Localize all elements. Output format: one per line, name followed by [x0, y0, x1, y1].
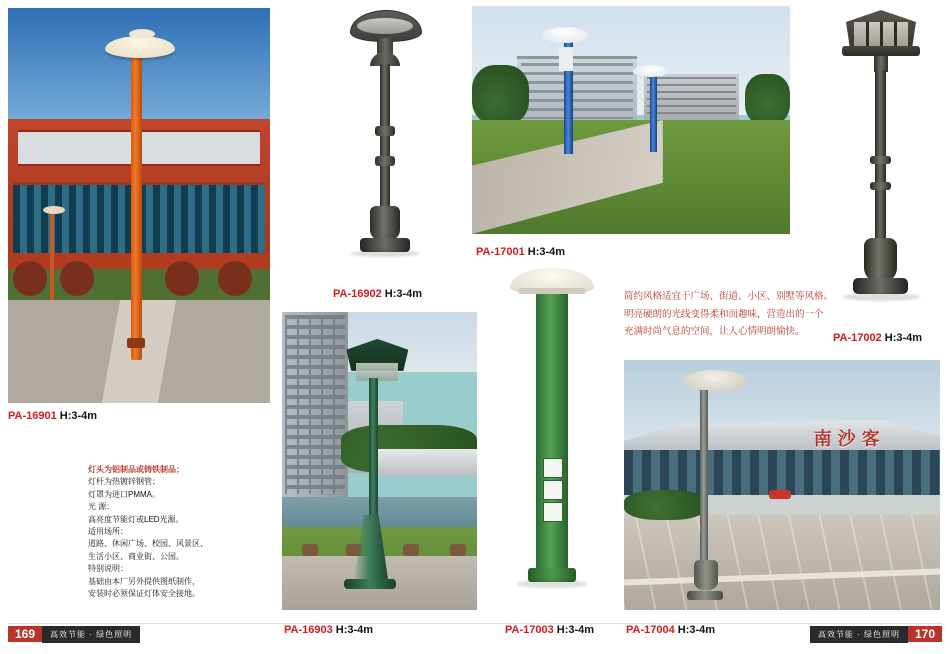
footer-right — [810, 626, 942, 642]
office-building — [517, 56, 638, 123]
product-photo-pa-16901 — [8, 8, 270, 403]
page-number-left: 169 — [8, 626, 42, 642]
background-lamp-head — [43, 206, 65, 214]
product-size: H:3-4m — [527, 246, 566, 258]
description-line: 明亮硬朗的光线变得柔和而趣味，营造出的一个 — [624, 308, 824, 320]
caption-pa-16901 — [8, 410, 97, 422]
pole-foot — [344, 579, 396, 589]
canopy-structure — [372, 449, 477, 476]
product-photo-pa-17002 — [820, 6, 940, 324]
product-code: PA-16901 — [8, 410, 57, 422]
lamp-shade — [105, 36, 175, 58]
lamp-finial — [129, 29, 155, 39]
spec-line: 灯头为铝制品或铸铁制品； — [88, 465, 184, 474]
product-photo-pa-16902 — [330, 6, 440, 274]
lamp-pole-blue-secondary — [650, 74, 657, 152]
pole-base-vase — [694, 560, 718, 590]
product-size: H:3-4m — [59, 410, 98, 422]
secondary-building — [644, 74, 739, 120]
spec-line: 灯杆为热镀锌钢管； — [88, 477, 160, 487]
caption-pa-17001 — [476, 246, 565, 258]
lamp-pole — [875, 70, 886, 240]
building-sign: 南沙客 — [813, 429, 886, 449]
planter — [450, 544, 466, 556]
spec-line: 光 源： — [88, 502, 115, 512]
product-photo-pa-16903 — [282, 312, 477, 610]
description-line: 简约风格适宜于广场、街道、小区、别墅等风格。 — [624, 291, 834, 302]
caption-pa-16903 — [284, 624, 373, 636]
lamp-post — [131, 51, 142, 359]
pole-ring — [375, 156, 395, 166]
product-size: H:3-4m — [884, 332, 923, 344]
pole-ring — [870, 182, 891, 190]
footer-left — [8, 626, 140, 642]
product-photo-pa-17004 — [624, 360, 940, 610]
product-size: H:3-4m — [335, 624, 374, 636]
description-line: 充满时尚气息的空间，让人心情明朗愉快。 — [624, 326, 805, 338]
tree-cluster — [745, 74, 790, 124]
spec-line: 道路、休闲广场、校园、风景区、 — [88, 539, 208, 549]
planter — [403, 544, 419, 556]
tree-cluster — [472, 65, 529, 124]
pole-ring — [375, 126, 395, 136]
pole-base-vase — [370, 206, 400, 240]
caption-pa-17003 — [505, 624, 594, 636]
column-window — [543, 502, 563, 522]
lamp-pole — [380, 64, 390, 214]
footer-brand-right: 高效节能 · 绿色照明 — [810, 626, 908, 643]
caption-pa-16902 — [333, 288, 422, 300]
lamp-diffuser — [357, 18, 413, 34]
shade-rib — [880, 22, 883, 48]
pole-ring — [870, 156, 891, 164]
spec-line: 生活小区、商业街、公园。 — [88, 551, 184, 561]
lamp-pole-green — [369, 378, 378, 521]
spec-line: 安装时必须保证灯体安全接地。 — [88, 588, 200, 598]
lamp-shade — [681, 370, 747, 392]
product-photo-pa-17003 — [498, 262, 606, 610]
lamp-base — [127, 338, 145, 348]
specification-text-block — [88, 464, 268, 600]
shade-rib — [894, 22, 897, 48]
product-code: PA-17004 — [626, 624, 675, 636]
footer-brand-left: 高效节能 · 绿色照明 — [42, 626, 140, 643]
product-photo-pa-17001 — [472, 6, 790, 234]
spec-line: 高亮度节能灯或LED光源。 — [88, 514, 184, 524]
drop-shadow — [516, 580, 588, 588]
lamp-column-green — [536, 294, 568, 572]
lamp-collar — [559, 47, 573, 71]
lamp-shade — [542, 27, 588, 43]
high-rise-building — [282, 312, 348, 497]
shrub-bed — [624, 490, 706, 520]
product-code: PA-17003 — [505, 624, 554, 636]
spec-line: 特别说明： — [88, 564, 128, 574]
pole-foot — [687, 591, 723, 600]
product-code: PA-16902 — [333, 288, 382, 300]
description-text-block — [624, 288, 924, 341]
product-size: H:3-4m — [556, 624, 595, 636]
page-number-right: 170 — [908, 626, 942, 642]
lamp-pole — [700, 390, 708, 575]
spec-line: 适用场所： — [88, 526, 128, 536]
shrub — [218, 261, 252, 297]
background-lamp-post — [50, 213, 54, 300]
product-code: PA-16903 — [284, 624, 333, 636]
product-size: H:3-4m — [384, 288, 423, 300]
planter — [302, 544, 318, 556]
column-window — [543, 480, 563, 500]
road — [624, 515, 940, 610]
drop-shadow — [350, 250, 420, 257]
footer-divider — [8, 623, 942, 624]
parked-car — [769, 490, 791, 499]
shade-rim — [842, 46, 920, 56]
product-code: PA-17002 — [833, 332, 882, 344]
glass-facade — [624, 450, 940, 495]
product-code: PA-17001 — [476, 246, 525, 258]
column-window — [543, 458, 563, 478]
pole-base-vase — [864, 238, 897, 282]
shade-rib — [866, 22, 869, 48]
product-size: H:3-4m — [677, 624, 716, 636]
spec-line: 灯罩为进口PMMA。 — [88, 489, 160, 499]
spec-line: 基础由本厂另外提供图纸制作， — [88, 576, 200, 586]
caption-pa-17004 — [626, 624, 715, 636]
